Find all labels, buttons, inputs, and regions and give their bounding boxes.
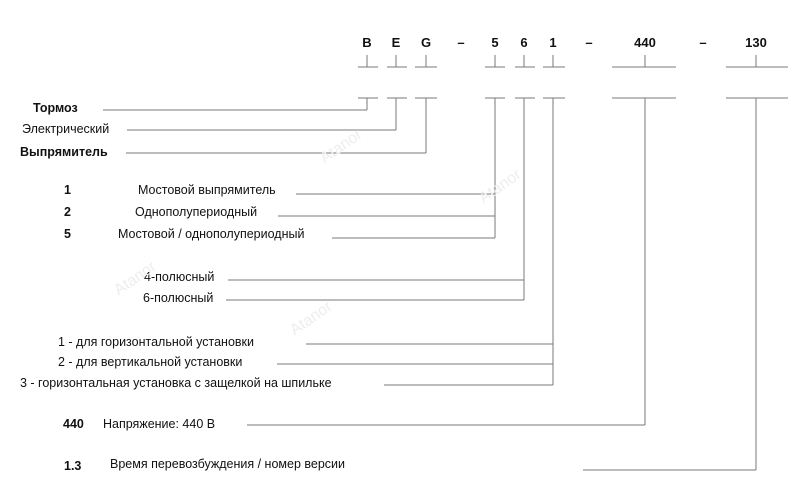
number-1: 1 [64,183,71,197]
watermark: Atanor [476,166,525,208]
label-bridge-rectifier: Мостовой выпрямитель [138,183,276,197]
label-4-pole: 4-полюсный [144,270,215,284]
label-voltage: Напряжение: 440 В [103,417,216,431]
code-char-5: 5 [491,35,499,50]
label-mount-horizontal: 1 - для горизонтальной установки [58,335,255,349]
label-bridge-halfwave: Мостовой / однополупериодный [118,227,305,241]
code-voltage: 440 [634,35,656,50]
label-6-pole: 6-полюсный [143,291,214,305]
code-char-g: G [420,35,432,50]
watermark: Atanor [287,298,336,340]
number-5: 5 [64,227,71,241]
label-halfwave: Однополупериодный [135,205,258,219]
code-char-6: 6 [520,35,528,50]
code-char-b: B [362,35,372,50]
code-char-1: 1 [549,35,557,50]
label-overexcitation-version: Время перевозбуждения / номер версии [110,457,346,471]
label-rectifier: Выпрямитель [20,145,108,159]
watermark: Atanor [111,258,160,300]
number-1-3: 1.3 [64,459,82,473]
label-electric: Электрический [22,122,110,136]
label-brake: Тормоз [33,101,78,115]
watermark: Atanor [317,126,366,168]
code-char-e: E [391,35,401,50]
label-mount-vertical: 2 - для вертикальной установки [58,355,243,369]
label-mount-latch: 3 - горизонтальная установка с защелкой на шпильке [20,376,332,390]
code-dash-3: – [699,35,707,50]
code-dash-1: – [457,35,465,50]
code-version: 130 [745,35,767,50]
code-dash-2: – [585,35,593,50]
number-440: 440 [63,417,84,431]
number-2: 2 [64,205,71,219]
